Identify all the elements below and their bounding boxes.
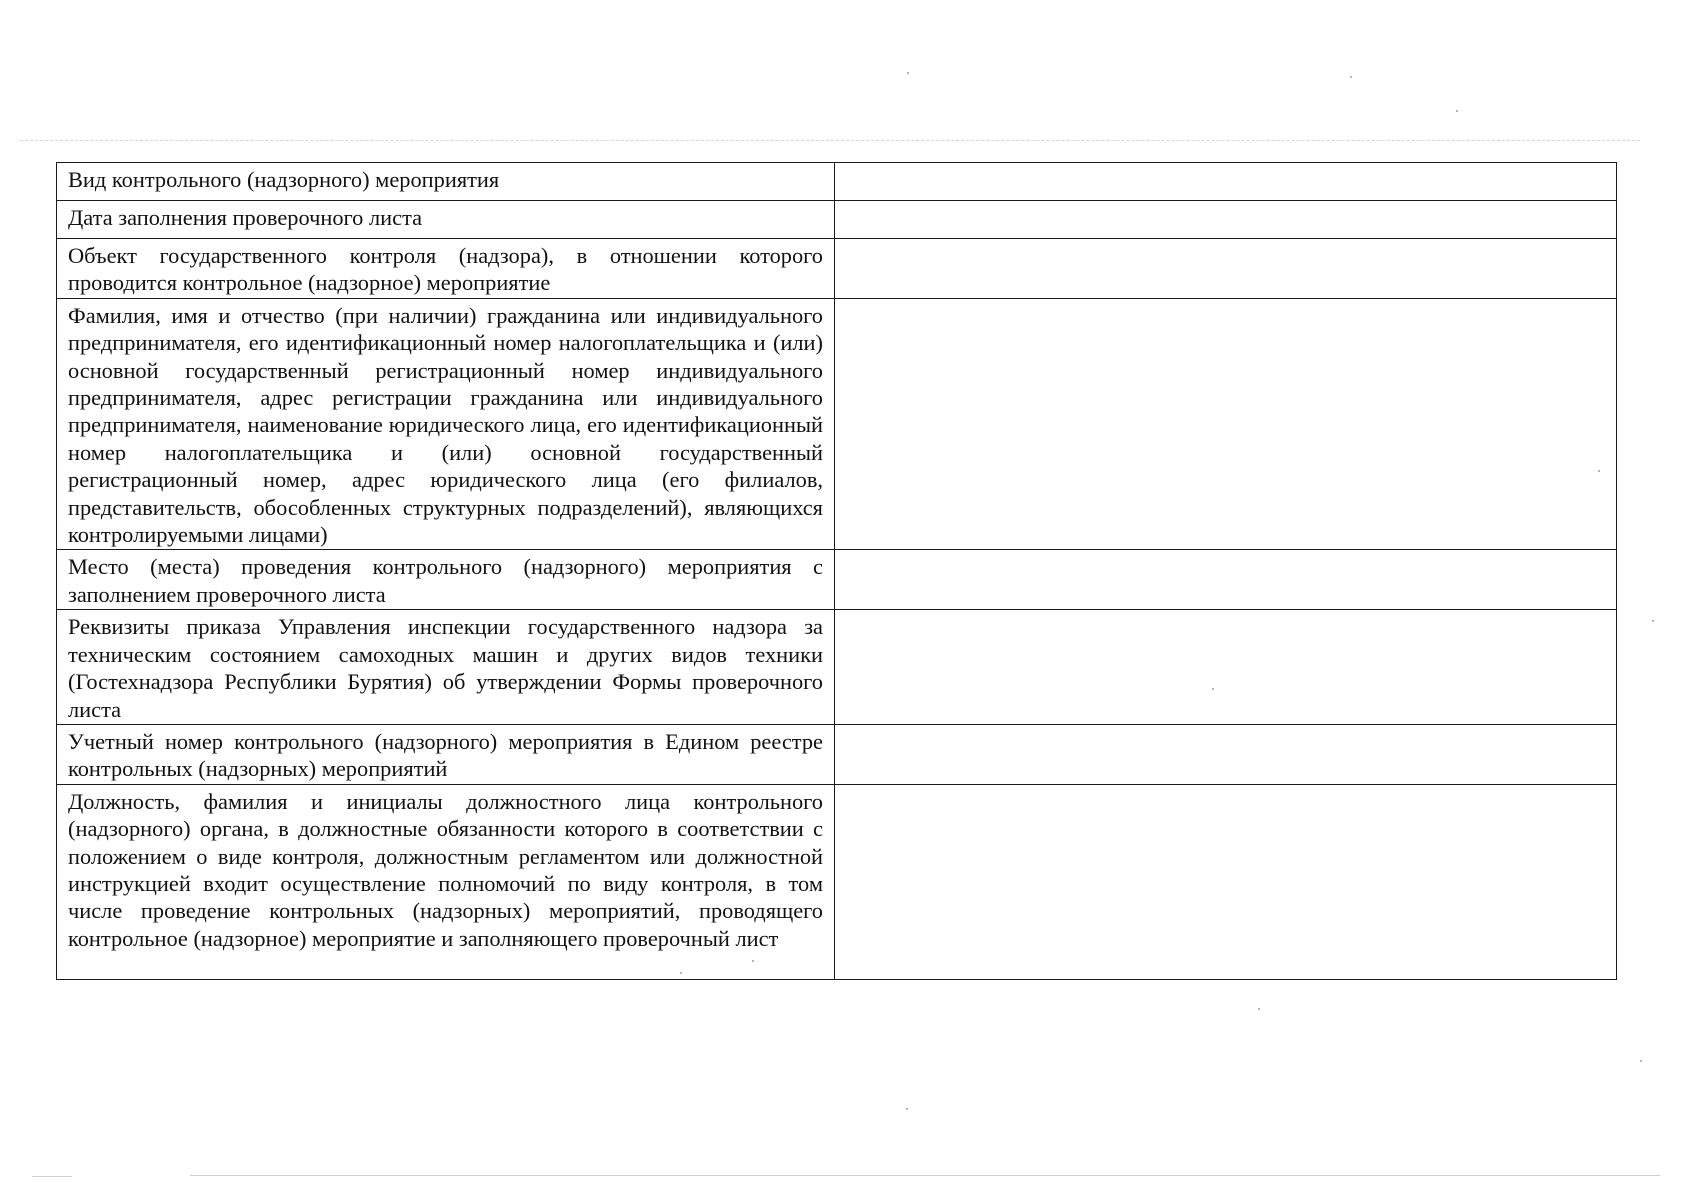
row-label: Учетный номер контрольного (надзорного) мероприятия в Едином реестре контрольных (надзорных) мероприятий — [57, 724, 835, 784]
row-label: Дата заполнения проверочного листа — [57, 201, 835, 239]
row-label: Фамилия, имя и отчество (при наличии) гражданина или индивидуального предпринимателя, его идентификационный номер налогоплательщика и (или) основной государственный регистрационный номер индивидуального предпринимателя, адрес регистрации гражданина или индивидуального предпринимателя, наименование юридического лица, его идентификационный номер налогоплательщика и (или) основной государственный регистрационный номер, адрес юридического лица (его филиалов, представительств, обособленных структурных подразделений), являющихся контролируемыми лицами) — [57, 298, 835, 550]
row-label: Вид контрольного (надзорного) мероприятия — [57, 163, 835, 201]
table-row — [57, 610, 1617, 725]
row-label: Объект государственного контроля (надзора), в отношении которого проводится контрольное (надзорное) мероприятие — [57, 239, 835, 299]
table-row — [57, 724, 1617, 784]
scan-artifact-line — [190, 1175, 1660, 1176]
row-value-cell[interactable] — [835, 550, 1617, 610]
checklist-header-table — [56, 162, 1617, 980]
table-row — [57, 201, 1617, 239]
scan-speck — [1652, 620, 1654, 622]
scan-speck — [1258, 1008, 1260, 1010]
row-label: Место (места) проведения контрольного (надзорного) мероприятия с заполнением проверочного листа — [57, 550, 835, 610]
row-label: Должность, фамилия и инициалы должностного лица контрольного (надзорного) органа, в должностные обязанности которого в соответствии с положением о виде контроля, должностным регламентом или должностной инструкцией входит осуществление полномочий по виду контроля, в том числе проведение контрольных (надзорных) мероприятий, проводящего контрольное (надзорное) мероприятие и заполняющего проверочный лист — [57, 784, 835, 979]
table-row — [57, 163, 1617, 201]
table-row — [57, 550, 1617, 610]
row-value-cell[interactable] — [835, 298, 1617, 550]
scan-artifact-line — [32, 1176, 72, 1177]
scan-speck — [1350, 76, 1352, 78]
row-value-cell[interactable] — [835, 201, 1617, 239]
row-value-cell[interactable] — [835, 724, 1617, 784]
scan-speck — [906, 1108, 908, 1110]
scan-speck — [1456, 110, 1458, 112]
table-row — [57, 239, 1617, 299]
row-value-cell[interactable] — [835, 610, 1617, 725]
scan-artifact-line — [20, 140, 1640, 141]
row-value-cell[interactable] — [835, 784, 1617, 979]
row-label: Реквизиты приказа Управления инспекции государственного надзора за техническим состоянием самоходных машин и других видов техники (Гостехнадзора Республики Бурятия) об утверждении Формы проверочного листа — [57, 610, 835, 725]
scan-speck — [907, 72, 909, 74]
table-row — [57, 298, 1617, 550]
table-row — [57, 784, 1617, 979]
row-value-cell[interactable] — [835, 163, 1617, 201]
scan-speck — [1640, 1060, 1642, 1062]
row-value-cell[interactable] — [835, 239, 1617, 299]
